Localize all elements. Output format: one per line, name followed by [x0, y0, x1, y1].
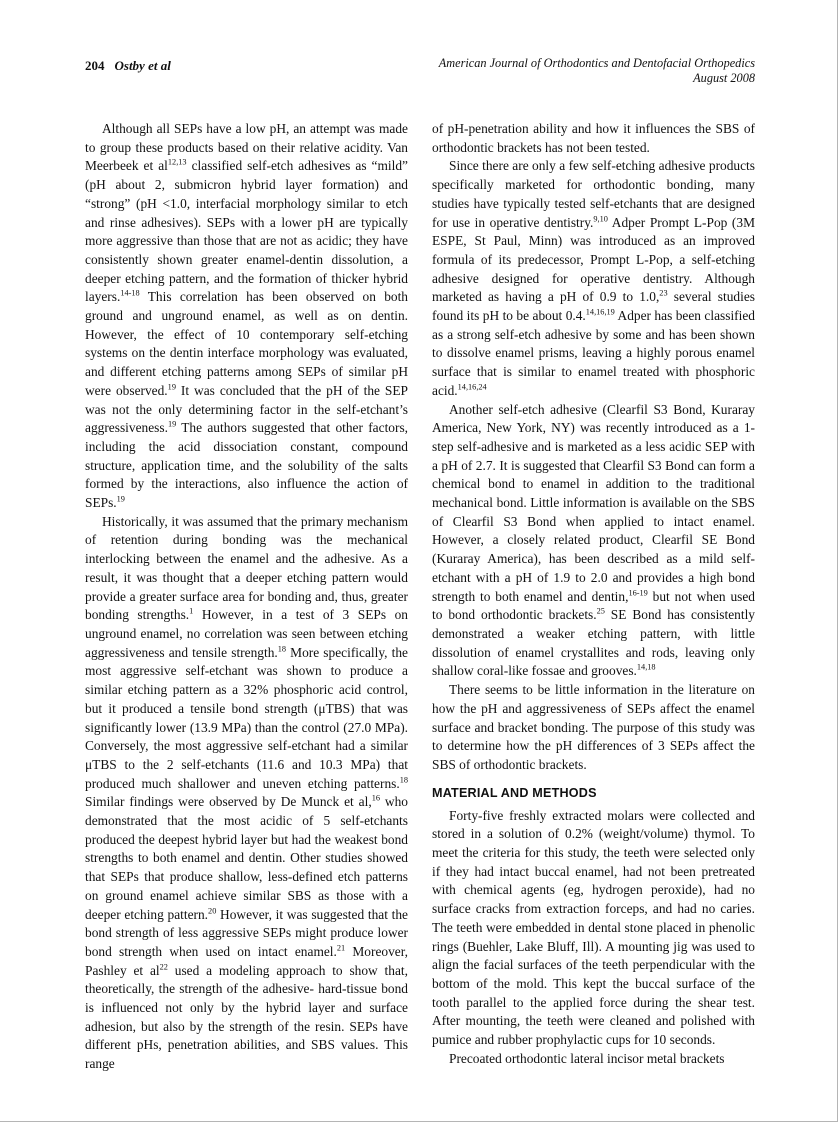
- reference-superscript: 25: [596, 606, 605, 616]
- running-authors: Ostby et al: [114, 58, 171, 73]
- paragraph: Forty-five freshly extracted molars were collected and stored in a solution of 0.2% (weight/volume) thymol. To meet the criteria for this study, the teeth were selected only if they had intact buccal enamel, had not been pretreated with chemical agents (eg, hydrogen peroxide), had no surface cracks from extraction forceps, and had no caries. The teeth were embedded in dental stone placed in phenolic rings (Buehler, Lake Bluff, Ill). A mounting jig was used to align the facial surfaces of the teeth perpendicular with the bottom of the mold. This kept the buccal surface of the tooth parallel to the applied force during the shear test. After mounting, the teeth were cleaned and polished with pumice and rubber prophylactic cups for 10 seconds.: [432, 807, 755, 1048]
- right-column: [432, 120, 755, 1074]
- reference-superscript: 14,16,19: [585, 307, 615, 317]
- journal-title: American Journal of Orthodontics and Dentofacial Orthopedics: [438, 56, 755, 70]
- reference-superscript: 18: [399, 775, 408, 785]
- reference-superscript: 21: [336, 943, 346, 953]
- paragraph: Since there are only a few self-etching adhesive products specifically marketed for orthodontic bonding, many studies have typically tested self-etchants that are designed for use in operative dentistry.$^{9,10}$ Adper Prompt L-Pop (3M ESPE, St Paul, Minn) was introduced as an improved formula of its predecessor, Prompt L-Pop, a self-etching adhesive designed for operative dentistry. Although marketed as having a pH of 0.9 to 1.0,23 several studies found its pH to be about 0.4.$^{14,16,19}$ Adper has been classified as a strong self-etch adhesive by some and has been shown to dissolve enamel prisms, leaving a highly porous enamel surface that is similar to enamel treated with phosphoric acid.$^{14,16,24}$: [432, 158, 756, 398]
- paragraph: of pH-penetration ability and how it influences the SBS of orthodontic brackets has not been tested.: [432, 121, 755, 155]
- reference-superscript: 19: [167, 419, 177, 429]
- reference-superscript: 23: [659, 288, 668, 298]
- paragraph: Although all SEPs have a low pH, an attempt was made to group these products based on their relative acidity. Van Meerbeek et al$^{12,13}$ classified self-etch adhesives as “mild” (pH about 2, submicron hybrid layer formation) and “strong” (pH <1.0, interfacial morphology similar to etch and rinse adhesives). SEPs with a lower pH are typically more aggressive than those that are not as acidic; they have consistently shown greater enamel-dentin dissolution, a deeper etching pattern, and the formation of thicker hybrid layers.$^{14-18}$ This correlation has been observed on both ground and unground enamel, as well as on dentin. However, the effect of 10 contemporary self-etching systems on the dentin interface morphology was evaluated, and different etching patterns among SEPs of similar pH were observed.$^{19}$ It was concluded that the pH of the SEP was not the only determining factor in the self-etchant’s aggressiveness.$^{19}$ The authors suggested that other factors, including the acid dissociation constant, compound structure, application time, and the solubility of the salts formed by the interactions, also influence the action of SEPs.$^{19}$: [85, 121, 408, 511]
- reference-superscript: 14-18: [120, 288, 140, 298]
- reference-superscript: 16: [371, 793, 380, 803]
- running-head-right: [439, 56, 755, 85]
- left-column: [85, 120, 408, 1074]
- running-head-left: [85, 56, 171, 74]
- reference-superscript: 20: [208, 906, 217, 916]
- page-number: 204: [85, 58, 105, 73]
- reference-superscript: 12,13: [167, 157, 187, 167]
- reference-superscript: 1: [189, 606, 194, 616]
- reference-superscript: 22: [159, 962, 168, 972]
- reference-superscript: 19: [167, 382, 176, 392]
- paragraph: Another self-etch adhesive (Clearfil S3 Bond, Kuraray America, New York, NY) was recently introduced as a 1-step self-adhesive and is marketed as a less acidic SEP with a pH of 2.7. It is suggested that Clearfil S3 Bond can form a chemical bond to enamel in addition to the traditional mechanical bond. Little information is available on the SBS of Clearfil S3 Bond when applied to intact enamel. However, a closely related product, Clearfil SE Bond (Kuraray America), has been described as a mild self-etchant with a pH of 1.9 to 2.0 and provides a high bond strength to both enamel and dentin,$^{16-19}$ but not when used to bond orthodontic brackets.$^{25}$ SE Bond has consistently demonstrated a weaker etching pattern, with little dissolution of enamel crystallites and rods, leaving only shallow coral-like fossae and grooves.$^{14,18}$: [432, 401, 755, 679]
- reference-superscript: 9,10: [593, 214, 608, 224]
- reference-superscript: 16-19: [628, 588, 648, 598]
- paragraph: Historically, it was assumed that the primary mechanism of retention during bonding was the mechanical interlocking between the enamel and the adhesive. As a result, it was thought that a deeper etching pattern would provide a greater surface area for bonding and, thus, greater bonding strengths.$^1$ However, in a test of 3 SEPs on unground enamel, no correlation was seen between etching aggressiveness and tensile strength.$^{18}$ More specifically, the most aggressive self-etchant was shown to produce a similar etching pattern as a 32% phosphoric acid control, but it produced a tensile bond strength (μTBS) that was significantly lower (13.9 MPa) than the control (27.0 MPa). Conversely, the most aggressive self-etchant had a similar μTBS to the 2 self-etchants (11.6 and 10.3 MPa) that produced much shallower and uneven etching patterns.$^{18}$ Similar findings were observed by De Munck et al,$^{16}$ who demonstrated that the most acidic of 5 self-etchants produced the deepest hybrid layer but had the weakest bond strengths to both enamel and dentin. Other studies showed that SEPs that produce shallow, less-defined etch patterns on ground enamel achieve similar SBS as those with a deeper etching pattern.$^{20}$ However, it was suggested that the bond strength of less aggressive SEPs might produce lower bond strength when used on intact enamel.$^{21}$ Moreover, Pashley et $al^{22}$ used a modeling approach to show that, theoretically, the strength of the adhesive- hard-tissue bond is influenced not only by the hybrid layer and surface adhesion, but also by the strength of the resin. SEPs have different pHs, penetration abilities, and SBS values. This range: [85, 513, 408, 1072]
- paragraph: Precoated orthodontic lateral incisor metal brackets: [449, 1050, 725, 1066]
- paragraph: There seems to be little information in the literature on how the pH and aggressiveness of SEPs affect the enamel surface and bracket bonding. The purpose of this study was to determine how the pH differences of 3 SEPs affect the SBS of orthodontic brackets.: [432, 682, 755, 772]
- reference-superscript: 14,18: [636, 662, 656, 672]
- reference-superscript: 14,16,24: [457, 382, 487, 392]
- reference-superscript: 18: [277, 644, 287, 654]
- issue-date: August 2008: [693, 70, 755, 85]
- article-body: [85, 120, 755, 1074]
- section-heading: MATERIAL AND METHODS: [432, 785, 597, 800]
- reference-superscript: 19: [116, 494, 125, 504]
- page-header: [85, 56, 755, 85]
